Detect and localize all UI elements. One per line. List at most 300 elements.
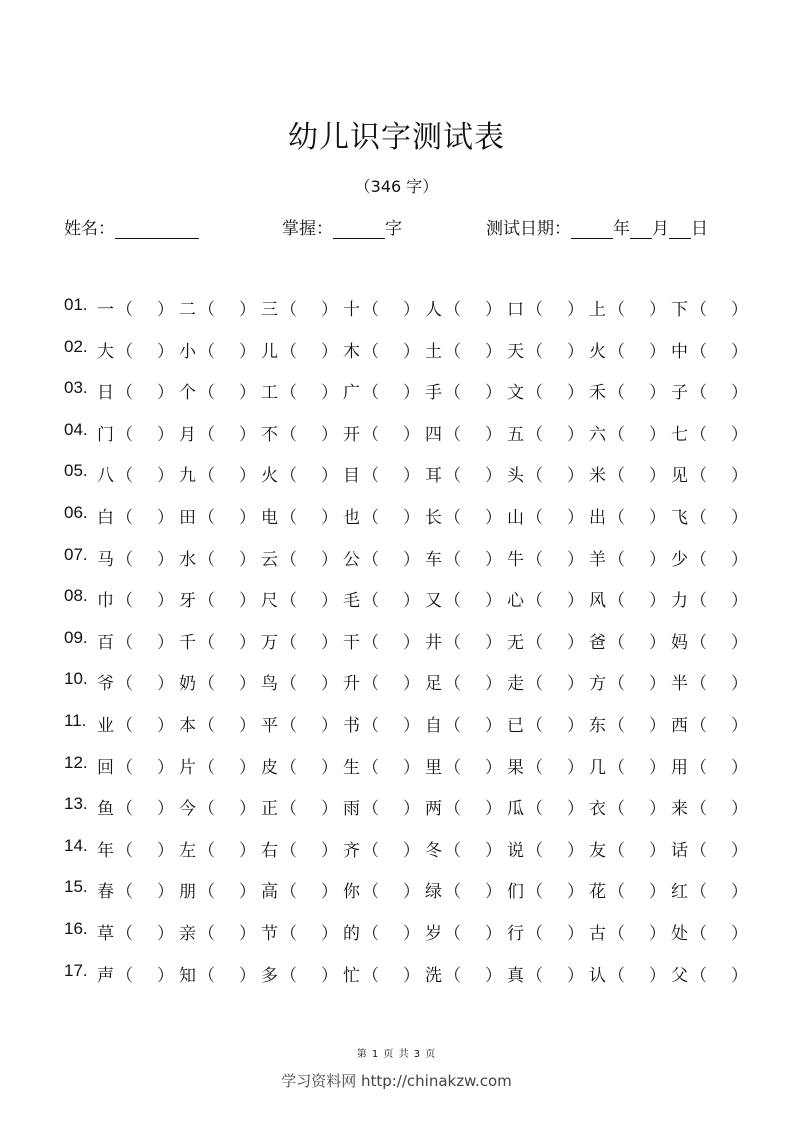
character: 年 <box>97 840 114 861</box>
character-cell <box>179 420 261 445</box>
character-cell <box>425 836 507 861</box>
character-cell <box>261 919 343 944</box>
character-cell <box>507 836 589 861</box>
answer-paren-close: ） <box>321 383 338 404</box>
answer-paren-close: ） <box>403 549 420 570</box>
character-cell <box>261 669 343 694</box>
character-cell <box>671 461 753 486</box>
answer-paren-close: ） <box>731 466 748 487</box>
answer-paren-close: ） <box>403 757 420 778</box>
answer-paren-open: （ <box>444 840 461 861</box>
character: 冬 <box>425 840 442 861</box>
character-cell <box>507 628 589 653</box>
character-cell <box>343 794 425 819</box>
answer-paren-open: （ <box>526 507 543 528</box>
character: 升 <box>343 674 360 695</box>
row-number: 10. <box>64 669 88 689</box>
answer-paren-open: （ <box>608 383 625 404</box>
character-cell <box>671 337 753 362</box>
character-cell <box>589 877 671 902</box>
answer-paren-close: ） <box>567 383 584 404</box>
answer-paren-open: （ <box>444 882 461 903</box>
character: 自 <box>425 715 442 736</box>
character: 天 <box>507 341 524 362</box>
character-cell <box>261 378 343 403</box>
character-cell <box>179 711 261 736</box>
character-cell <box>261 503 343 528</box>
character-cell <box>671 669 753 694</box>
character-cell <box>261 961 343 986</box>
date-field <box>486 214 708 239</box>
answer-paren-open: （ <box>608 715 625 736</box>
answer-paren-open: （ <box>526 549 543 570</box>
character-cell <box>425 794 507 819</box>
mastery-unit: 字 <box>385 219 402 239</box>
answer-paren-open: （ <box>116 757 133 778</box>
year-label: 年 <box>613 219 630 239</box>
answer-paren-close: ） <box>157 757 174 778</box>
row-number: 03. <box>64 378 88 398</box>
character: 爷 <box>97 674 114 695</box>
table-row <box>64 419 748 462</box>
answer-paren-close: ） <box>321 300 338 320</box>
table-row <box>64 502 748 545</box>
answer-paren-close: ） <box>239 632 256 653</box>
character: 木 <box>343 341 360 362</box>
character-cell <box>425 586 507 611</box>
character-cell <box>97 836 179 861</box>
character-cell <box>589 794 671 819</box>
character-cell <box>261 753 343 778</box>
character-cell <box>507 295 589 320</box>
answer-paren-close: ） <box>731 715 748 736</box>
answer-paren-open: （ <box>526 715 543 736</box>
character: 右 <box>261 840 278 861</box>
answer-paren-open: （ <box>444 466 461 487</box>
character-cell <box>671 586 753 611</box>
character-cell <box>425 711 507 736</box>
character-cell <box>425 753 507 778</box>
answer-paren-open: （ <box>198 923 215 944</box>
answer-paren-open: （ <box>116 591 133 612</box>
answer-paren-close: ） <box>157 300 174 320</box>
character: 东 <box>589 715 606 736</box>
answer-paren-close: ） <box>649 840 666 861</box>
character-count: （346 字） <box>354 177 439 196</box>
character: 妈 <box>671 632 688 653</box>
answer-paren-close: ） <box>567 965 584 986</box>
answer-paren-open: （ <box>444 383 461 404</box>
answer-paren-open: （ <box>198 882 215 903</box>
answer-paren-open: （ <box>444 923 461 944</box>
character: 知 <box>179 965 196 986</box>
answer-paren-close: ） <box>239 674 256 695</box>
answer-paren-close: ） <box>157 965 174 986</box>
character-cell <box>343 420 425 445</box>
character-cell <box>343 961 425 986</box>
character: 百 <box>97 632 114 653</box>
character: 羊 <box>589 549 606 570</box>
answer-paren-close: ） <box>649 757 666 778</box>
answer-paren-open: （ <box>116 341 133 362</box>
character: 手 <box>425 383 442 404</box>
answer-paren-open: （ <box>198 799 215 820</box>
answer-paren-open: （ <box>690 424 707 445</box>
character: 果 <box>507 757 524 778</box>
answer-paren-open: （ <box>362 591 379 612</box>
row-number: 16. <box>64 918 88 938</box>
row-number: 01. <box>64 295 88 314</box>
character-cell <box>179 545 261 570</box>
answer-paren-open: （ <box>362 715 379 736</box>
character-cell <box>425 877 507 902</box>
character-cell <box>507 919 589 944</box>
character-cell <box>507 461 589 486</box>
character-cell <box>343 836 425 861</box>
character: 一 <box>97 300 114 320</box>
character-cell <box>671 545 753 570</box>
answer-paren-close: ） <box>731 965 748 986</box>
answer-paren-open: （ <box>690 300 707 320</box>
character: 米 <box>589 466 606 487</box>
answer-paren-close: ） <box>239 424 256 445</box>
character: 节 <box>261 923 278 944</box>
answer-paren-close: ） <box>157 507 174 528</box>
character-cell <box>589 711 671 736</box>
character-cell <box>261 337 343 362</box>
character-cell <box>425 378 507 403</box>
answer-paren-open: （ <box>198 549 215 570</box>
answer-paren-open: （ <box>198 341 215 362</box>
answer-paren-open: （ <box>198 466 215 487</box>
character: 岁 <box>425 923 442 944</box>
character: 二 <box>179 300 196 320</box>
answer-paren-close: ） <box>567 424 584 445</box>
table-row <box>64 960 748 1003</box>
answer-paren-open: （ <box>116 300 133 320</box>
character: 耳 <box>425 466 442 487</box>
row-number: 13. <box>64 794 88 814</box>
answer-paren-close: ） <box>649 341 666 362</box>
character: 九 <box>179 466 196 487</box>
character-cell <box>589 378 671 403</box>
answer-paren-open: （ <box>116 507 133 528</box>
character-cell <box>179 961 261 986</box>
answer-paren-close: ） <box>321 923 338 944</box>
character: 又 <box>425 591 442 612</box>
answer-paren-close: ） <box>567 757 584 778</box>
table-row <box>64 835 748 878</box>
character-cell <box>97 503 179 528</box>
character: 人 <box>425 300 442 320</box>
answer-paren-open: （ <box>690 965 707 986</box>
row-number: 15. <box>64 877 88 897</box>
character: 公 <box>343 549 360 570</box>
row-number: 14. <box>64 835 88 855</box>
character-cell <box>97 794 179 819</box>
answer-paren-open: （ <box>526 840 543 861</box>
answer-paren-close: ） <box>567 507 584 528</box>
character: 毛 <box>343 591 360 612</box>
answer-paren-close: ） <box>403 383 420 404</box>
character: 皮 <box>261 757 278 778</box>
character-cell <box>425 545 507 570</box>
answer-paren-close: ） <box>321 507 338 528</box>
answer-paren-close: ） <box>567 549 584 570</box>
character-cell <box>97 877 179 902</box>
character: 五 <box>507 424 524 445</box>
answer-paren-close: ） <box>731 341 748 362</box>
answer-paren-close: ） <box>239 882 256 903</box>
answer-paren-close: ） <box>157 549 174 570</box>
character-cell <box>425 919 507 944</box>
answer-paren-open: （ <box>444 965 461 986</box>
row-number: 12. <box>64 752 88 772</box>
answer-paren-close: ） <box>731 882 748 903</box>
character-cell <box>261 877 343 902</box>
character: 禾 <box>589 383 606 404</box>
answer-paren-close: ） <box>567 799 584 820</box>
answer-paren-open: （ <box>608 424 625 445</box>
table-row <box>64 752 748 795</box>
answer-paren-close: ） <box>239 840 256 861</box>
answer-paren-open: （ <box>526 923 543 944</box>
character: 齐 <box>343 840 360 861</box>
answer-paren-close: ） <box>485 507 502 528</box>
answer-paren-close: ） <box>403 341 420 362</box>
character-cell <box>671 877 753 902</box>
character: 云 <box>261 549 278 570</box>
character: 里 <box>425 757 442 778</box>
character-cell <box>97 753 179 778</box>
row-number: 11. <box>64 710 87 730</box>
answer-paren-open: （ <box>280 799 297 820</box>
name-field <box>64 214 199 239</box>
character-cell <box>425 420 507 445</box>
answer-paren-close: ） <box>485 300 502 320</box>
answer-paren-open: （ <box>608 840 625 861</box>
answer-paren-close: ） <box>649 715 666 736</box>
page-title: 幼儿识字测试表 <box>288 120 505 155</box>
character: 井 <box>425 632 442 653</box>
answer-paren-close: ） <box>567 466 584 487</box>
answer-paren-close: ） <box>157 674 174 695</box>
answer-paren-open: （ <box>526 383 543 404</box>
character-cell <box>507 420 589 445</box>
character: 七 <box>671 424 688 445</box>
table-row <box>64 336 748 379</box>
answer-paren-open: （ <box>608 300 625 320</box>
character-cell <box>179 836 261 861</box>
answer-paren-close: ） <box>649 424 666 445</box>
character-cell <box>261 628 343 653</box>
character: 多 <box>261 965 278 986</box>
character-cell <box>589 461 671 486</box>
character: 也 <box>343 507 360 528</box>
character: 牛 <box>507 549 524 570</box>
character: 话 <box>671 840 688 861</box>
answer-paren-open: （ <box>198 757 215 778</box>
answer-paren-open: （ <box>280 424 297 445</box>
character: 已 <box>507 715 524 736</box>
character: 水 <box>179 549 196 570</box>
character: 干 <box>343 632 360 653</box>
character-cell <box>343 753 425 778</box>
answer-paren-open: （ <box>444 549 461 570</box>
answer-paren-open: （ <box>116 923 133 944</box>
character: 山 <box>507 507 524 528</box>
answer-paren-open: （ <box>362 300 379 320</box>
character-cell <box>589 628 671 653</box>
answer-paren-close: ） <box>321 715 338 736</box>
answer-paren-close: ） <box>731 549 748 570</box>
answer-paren-close: ） <box>321 882 338 903</box>
answer-paren-open: （ <box>116 549 133 570</box>
character: 头 <box>507 466 524 487</box>
answer-paren-open: （ <box>198 591 215 612</box>
character: 父 <box>671 965 688 986</box>
answer-paren-open: （ <box>362 923 379 944</box>
character: 瓜 <box>507 799 524 820</box>
answer-paren-open: （ <box>116 882 133 903</box>
answer-paren-close: ） <box>485 715 502 736</box>
answer-paren-open: （ <box>198 965 215 986</box>
page-number: 第 1 页 共 3 页 <box>356 1049 437 1060</box>
character: 方 <box>589 674 606 695</box>
answer-paren-open: （ <box>608 591 625 612</box>
answer-paren-close: ） <box>567 882 584 903</box>
answer-paren-close: ） <box>485 674 502 695</box>
answer-paren-close: ） <box>567 591 584 612</box>
answer-paren-close: ） <box>321 799 338 820</box>
answer-paren-open: （ <box>690 383 707 404</box>
character: 巾 <box>97 591 114 612</box>
answer-paren-open: （ <box>690 757 707 778</box>
answer-paren-close: ） <box>567 300 584 320</box>
character-cell <box>671 420 753 445</box>
answer-paren-close: ） <box>731 591 748 612</box>
character: 来 <box>671 799 688 820</box>
answer-paren-open: （ <box>198 674 215 695</box>
answer-paren-close: ） <box>649 466 666 487</box>
answer-paren-open: （ <box>280 300 297 320</box>
character: 六 <box>589 424 606 445</box>
row-number: 09. <box>64 627 88 647</box>
answer-paren-close: ） <box>321 549 338 570</box>
answer-paren-close: ） <box>403 674 420 695</box>
character-cell <box>671 378 753 403</box>
character: 力 <box>671 591 688 612</box>
answer-paren-close: ） <box>157 632 174 653</box>
answer-paren-open: （ <box>116 965 133 986</box>
answer-paren-close: ） <box>403 840 420 861</box>
character-cell <box>507 503 589 528</box>
answer-paren-close: ） <box>649 632 666 653</box>
character: 书 <box>343 715 360 736</box>
character-cell <box>589 919 671 944</box>
character: 火 <box>589 341 606 362</box>
character-cell <box>507 711 589 736</box>
row-number: 05. <box>64 461 88 481</box>
character: 今 <box>179 799 196 820</box>
character-cell <box>343 503 425 528</box>
year-blank <box>571 219 613 239</box>
character-cell <box>671 711 753 736</box>
character-cell <box>425 628 507 653</box>
answer-paren-open: （ <box>362 632 379 653</box>
character: 广 <box>343 383 360 404</box>
character: 半 <box>671 674 688 695</box>
answer-paren-open: （ <box>116 799 133 820</box>
answer-paren-close: ） <box>485 757 502 778</box>
answer-paren-close: ） <box>731 840 748 861</box>
character-cell <box>261 461 343 486</box>
character-cell <box>97 586 179 611</box>
character-cell <box>97 628 179 653</box>
answer-paren-open: （ <box>608 674 625 695</box>
character: 高 <box>261 882 278 903</box>
character: 红 <box>671 882 688 903</box>
character-cell <box>425 503 507 528</box>
answer-paren-close: ） <box>485 549 502 570</box>
character-cell <box>343 877 425 902</box>
answer-paren-close: ） <box>731 300 748 320</box>
character: 的 <box>343 923 360 944</box>
answer-paren-close: ） <box>403 591 420 612</box>
character: 生 <box>343 757 360 778</box>
character-cell <box>179 794 261 819</box>
character-cell <box>179 461 261 486</box>
character: 朋 <box>179 882 196 903</box>
answer-paren-open: （ <box>444 632 461 653</box>
answer-paren-close: ） <box>239 507 256 528</box>
answer-paren-close: ） <box>157 424 174 445</box>
answer-paren-close: ） <box>403 799 420 820</box>
character-cell <box>507 753 589 778</box>
character: 行 <box>507 923 524 944</box>
answer-paren-open: （ <box>444 715 461 736</box>
table-row <box>64 544 748 587</box>
character: 真 <box>507 965 524 986</box>
character: 牙 <box>179 591 196 612</box>
answer-paren-close: ） <box>403 424 420 445</box>
answer-paren-close: ） <box>567 715 584 736</box>
answer-paren-open: （ <box>362 757 379 778</box>
character: 车 <box>425 549 442 570</box>
answer-paren-open: （ <box>116 466 133 487</box>
character: 开 <box>343 424 360 445</box>
character-cell <box>425 337 507 362</box>
answer-paren-open: （ <box>280 549 297 570</box>
answer-paren-open: （ <box>280 715 297 736</box>
character-cell <box>261 586 343 611</box>
name-blank <box>115 219 199 239</box>
character-cell <box>179 586 261 611</box>
table-row <box>64 710 748 753</box>
character: 万 <box>261 632 278 653</box>
row-number: 04. <box>64 419 88 439</box>
answer-paren-open: （ <box>608 882 625 903</box>
answer-paren-open: （ <box>280 383 297 404</box>
answer-paren-close: ） <box>485 424 502 445</box>
answer-paren-open: （ <box>198 632 215 653</box>
answer-paren-open: （ <box>362 424 379 445</box>
character-cell <box>507 586 589 611</box>
answer-paren-close: ） <box>567 341 584 362</box>
answer-paren-close: ） <box>649 799 666 820</box>
character-cell <box>671 503 753 528</box>
character-cell <box>343 669 425 694</box>
